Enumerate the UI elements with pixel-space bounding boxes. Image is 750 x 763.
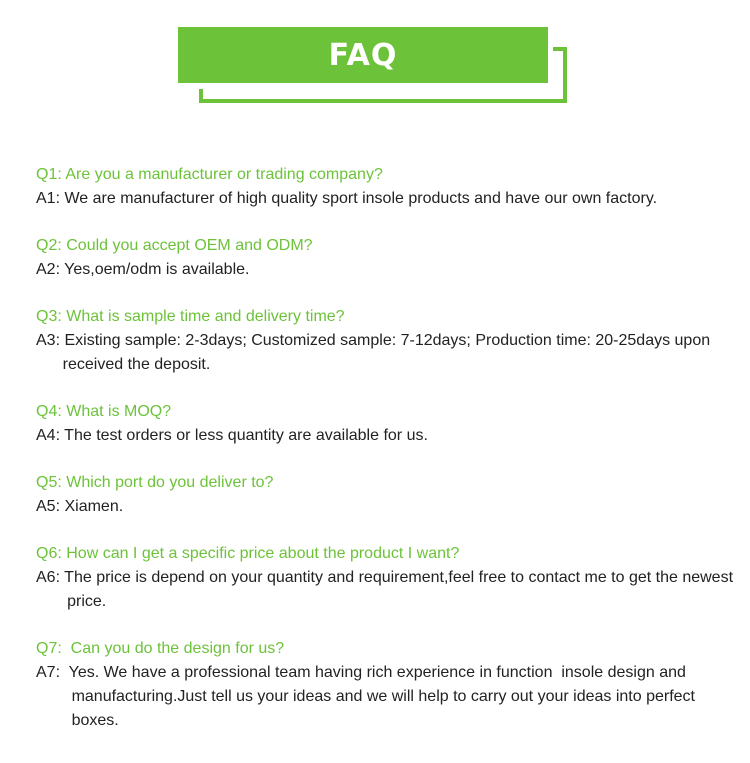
faq-question: Q6: How can I get a specific price about the product I want? — [36, 545, 460, 562]
faq-banner — [178, 27, 570, 105]
faq-item-1 — [36, 163, 746, 211]
faq-answer-line: A5: Xiamen. — [36, 498, 124, 515]
faq-question: Q3: What is sample time and delivery time? — [36, 308, 345, 325]
faq-question: Q7: Can you do the design for us? — [36, 640, 285, 657]
faq-answer-line: price. — [36, 593, 107, 610]
faq-item-5 — [36, 471, 746, 519]
faq-item-4 — [36, 400, 746, 448]
faq-item-7 — [36, 637, 746, 733]
faq-answer — [36, 661, 746, 733]
faq-answer-line: A4: The test orders or less quantity are available for us. — [36, 427, 428, 444]
banner-box — [178, 27, 548, 83]
faq-answer-line: A7: Yes. We have a professional team having rich experience in function insole design and — [36, 664, 686, 681]
faq-question: Q4: What is MOQ? — [36, 403, 172, 420]
faq-answer-line: A3: Existing sample: 2-3days; Customized sample: 7-12days; Production time: 20-25days upon — [36, 332, 711, 349]
faq-answer — [36, 329, 746, 377]
faq-answer-line: A1: We are manufacturer of high quality sport insole products and have our own factory. — [36, 190, 658, 207]
faq-answer-line: received the deposit. — [36, 356, 211, 373]
faq-item-2 — [36, 234, 746, 282]
faq-answer — [36, 424, 746, 448]
faq-question: Q5: Which port do you deliver to? — [36, 474, 274, 491]
faq-answer-line: A6: The price is depend on your quantity and requirement,feel free to contact me to get the newest — [36, 569, 734, 586]
faq-answer — [36, 495, 746, 519]
faq-answer — [36, 187, 746, 211]
faq-question: Q2: Could you accept OEM and ODM? — [36, 237, 313, 254]
faq-item-6 — [36, 542, 746, 614]
faq-answer — [36, 566, 746, 614]
page-title: FAQ — [328, 37, 398, 73]
faq-item-3 — [36, 305, 746, 377]
faq-answer-line: A2: Yes,oem/odm is available. — [36, 261, 250, 278]
faq-list — [36, 163, 746, 733]
faq-answer-line: boxes. — [36, 712, 119, 729]
faq-question: Q1: Are you a manufacturer or trading company? — [36, 166, 383, 183]
faq-answer-line: manufacturing.Just tell us your ideas and we will help to carry out your ideas into perfect — [36, 688, 695, 705]
faq-answer — [36, 258, 746, 282]
